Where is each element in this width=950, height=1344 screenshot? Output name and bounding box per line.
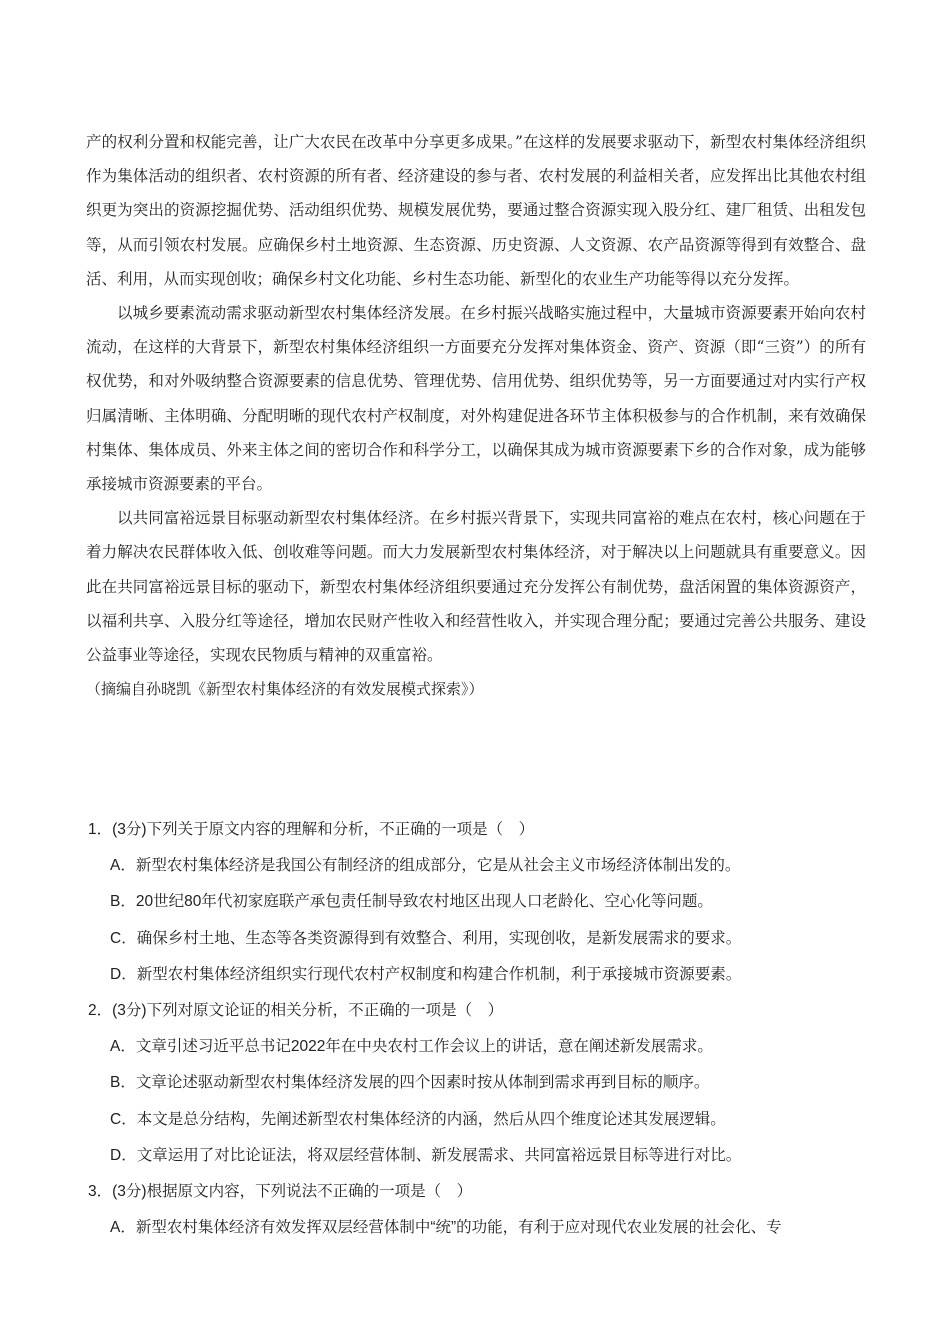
passage-paragraph-3: 以共同富裕远景目标驱动新型农村集体经济。在乡村振兴背景下，实现共同富裕的难点在农村，核心问题在于着力解决农民群体收入低、创收难等问题。而大力发展新型农村集体经济，对于解决以上问题就具有重要意义。因此在共同富裕远景目标的驱动下，新型农村集体经济组织要通过充分发挥公有制优势，盘活闲置的集体资源资产，以福利共享、入股分红等途径，增加农民财产性收入和经营性收入，并实现合理分配；要通过完善公共服务、建设公益事业等途径，实现农民物质与精神的双重富裕。: [86, 509, 866, 665]
question-option: D．文章运用了对比论证法，将双层经营体制、新发展需求、共同富裕远景目标等进行对比。: [110, 1147, 742, 1165]
question-option: C．本文是总分结构，先阐述新型农村集体经济的内涵，然后从四个维度论述其发展逻辑。: [110, 1110, 726, 1128]
question-option: A．文章引述习近平总书记2022年在中央农村工作会议上的讲话，意在阐述新发展需求。: [110, 1038, 713, 1056]
question-option: A．新型农村集体经济是我国公有制经济的组成部分，它是从社会主义市场经济体制出发的。: [110, 857, 741, 874]
question-option: B．文章论述驱动新型农村集体经济发展的四个因素时按从体制到需求再到目标的顺序。: [110, 1074, 710, 1092]
question-option: C．确保乡村土地、生态等各类资源得到有效整合、利用，实现创收，是新发展需求的要求。: [110, 929, 742, 947]
passage-paragraph-2: 以城乡要素流动需求驱动新型农村集体经济发展。在乡村振兴战略实施过程中，大量城市资源要素开始向农村流动，在这样的大背景下，新型农村集体经济组织一方面要充分发挥对集体资金、资产、资源（即“三资”）的所有权优势，和对外吸纳整合资源要素的信息优势、管理优势、信用优势、组织优势等，另一方面要通过对内实行产权归属清晰、主体明确、分配明晰的现代农村产权制度，对外构建促进各环节主体积极参与的合作机制，来有效确保村集体、集体成员、外来主体之间的密切合作和科学分工，以确保其成为城市资源要素下乡的合作对象，成为能够承接城市资源要素的平台。: [86, 304, 866, 494]
question-stem: 2．(3分)下列对原文论证的相关分析，不正确的一项是（ ）: [88, 1002, 504, 1020]
question-3: [88, 1174, 863, 1246]
question-list: [88, 812, 863, 1247]
passage-paragraph-1: 产的权利分置和权能完善，让广大农民在改革中分享更多成果。”在这样的发展要求驱动下，新型农村集体经济组织作为集体活动的组织者、农村资源的所有者、经济建设的参与者、农村发展的利益相关者，应发挥出比其他农村组织更为突出的资源挖掘优势、活动组织优势、规模发展优势，要通过整合资源实现入股分红、建厂租赁、出租发包等，从而引领农村发展。应确保乡村土地资源、生态资源、历史资源、人文资源、农产品资源等得到有效整合、盘活、利用，从而实现创收；确保乡村文化功能、乡村生态功能、新型化的农业生产功能等得以充分发挥。: [86, 133, 866, 288]
question-option: A．新型农村集体经济有效发挥双层经营体制中“统”的功能，有利于应对现代农业发展的社会化、专: [110, 1219, 782, 1237]
reading-passage: [86, 125, 866, 706]
passage-source: （摘编自孙晓凯《新型农村集体经济的有效发展模式探索》）: [86, 680, 484, 699]
question-1: [88, 812, 863, 993]
question-option: D．新型农村集体经济组织实行现代农村产权制度和构建合作机制，利于承接城市资源要素。: [110, 965, 742, 983]
question-2: [88, 993, 863, 1174]
question-stem: 1．(3分)下列关于原文内容的理解和分析，不正确的一项是（ ）: [88, 821, 535, 838]
question-option: B．20世纪80年代初家庭联产承包责任制导致农村地区出现人口老龄化、空心化等问题。: [110, 893, 713, 911]
question-stem: 3．(3分)根据原文内容，下列说法不正确的一项是（ ）: [88, 1183, 473, 1201]
